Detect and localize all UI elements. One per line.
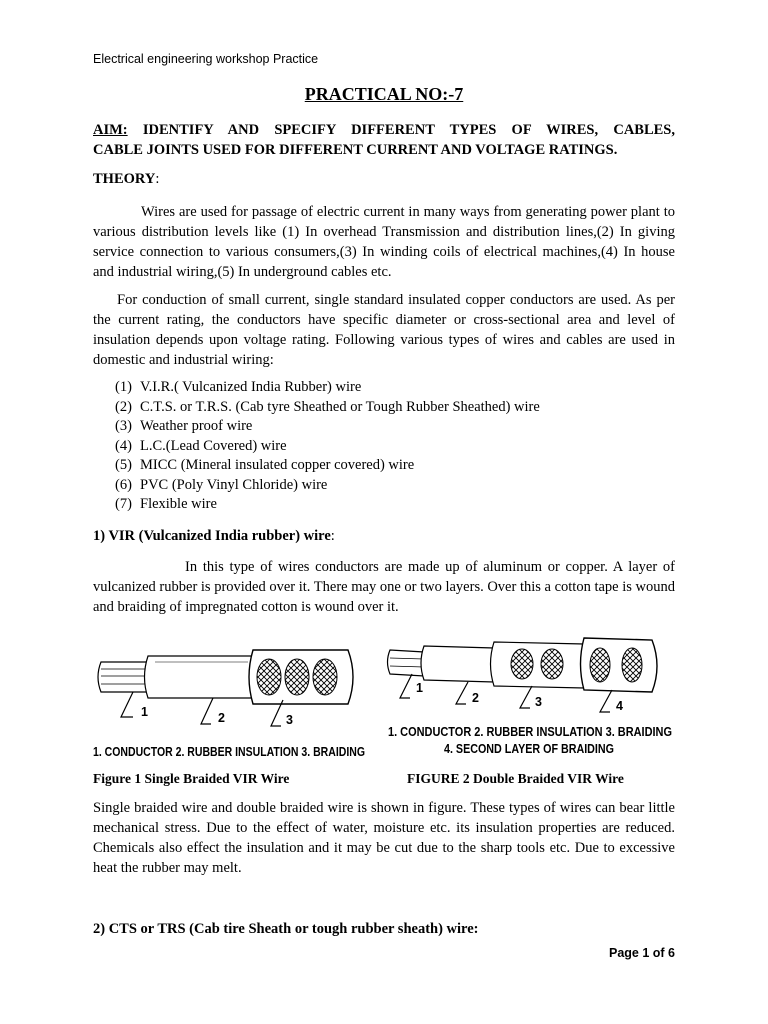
list-item: (1) V.I.R.( Vulcanized India Rubber) wire	[115, 379, 362, 395]
paragraph-1	[93, 202, 675, 282]
theory-colon: :	[155, 171, 160, 187]
paragraph-2	[93, 290, 675, 370]
fig2-label-4: 4	[616, 699, 623, 713]
first-braiding	[491, 642, 585, 688]
theory-heading	[93, 169, 675, 189]
aim-text-1: IDENTIFY AND SPECIFY DIFFERENT TYPES OF WIRES, CABLES,	[127, 122, 675, 138]
paragraph-1-text: Wires are used for passage of electric current in many ways from generating power plant to various distribution levels like (1) In overhead Transmission and distribution lines,(2) In giving service connection to various consumers,(3) In winding coils of electrical machines,(4) In house and industrial wiring,(5) In underground cables etc.	[93, 204, 675, 280]
figure-2-caption: FIGURE 2 Double Braided VIR Wire	[407, 771, 624, 786]
fig1-label-3: 3	[286, 713, 293, 727]
rubber-insulation	[421, 646, 494, 682]
page-title: PRACTICAL NO:-7	[304, 84, 464, 104]
fig2-legend-line-1: 1. CONDUCTOR 2. RUBBER INSULATION 3. BRAIDING	[388, 725, 672, 739]
fig1-label-2: 2	[218, 711, 225, 725]
fig2-label-2: 2	[472, 691, 479, 705]
wire-types-list	[115, 378, 540, 515]
aim-label: AIM:	[93, 122, 128, 138]
figure-1-single-braided-wire	[93, 632, 383, 762]
cts-heading: 2) CTS or TRS (Cab tire Sheath or tough rubber sheath) wire:	[93, 921, 479, 937]
fig2-legend-line-2: 4. SECOND LAYER OF BRAIDING	[444, 742, 614, 756]
vir-paragraph-text: In this type of wires conductors are made up of aluminum or copper. A layer of vulcanized rubber is provided over it. There may one or two layers. Over this a cotton tape is wound and braiding of impregnated cotton is wound over it.	[93, 559, 675, 615]
list-item: (6) PVC (Poly Vinyl Chloride) wire	[115, 476, 328, 493]
conductor-strands	[98, 662, 148, 692]
list-item: (4) L.C.(Lead Covered) wire	[115, 437, 287, 454]
fig1-legend: 1. CONDUCTOR 2. RUBBER INSULATION 3. BRAIDING	[93, 745, 365, 759]
aim-line-2: CABLE JOINTS USED FOR DIFFERENT CURRENT AND VOLTAGE RATINGS.	[93, 142, 618, 158]
list-item: (5) MICC (Mineral insulated copper covered) wire	[115, 457, 415, 473]
page-number: Page 1 of 6	[609, 946, 675, 960]
figure-1-caption: Figure 1 Single Braided VIR Wire	[93, 771, 290, 786]
aim-statement	[93, 120, 675, 160]
fig2-label-1: 1	[416, 681, 423, 695]
list-item: (2) C.T.S. or T.R.S. (Cab tyre Sheathed or Tough Rubber Sheathed) wire	[115, 398, 540, 415]
fig2-label-3: 3	[535, 695, 542, 709]
vir-heading: 1) VIR (Vulcanized India rubber) wire:	[93, 528, 335, 544]
vir-paragraph	[93, 557, 675, 617]
fig1-label-1: 1	[141, 705, 148, 719]
list-item: (3) Weather proof wire	[115, 418, 253, 434]
paragraph-4: Single braided wire and double braided wire is shown in figure. These types of wires can bear little mechanical stress. Due to the effect of water, moisture etc. its insulation properties are reduced. Chemicals also effect the insulation and it may be cut due to the sharp tools etc. Due to excessive heat the rubber may melt.	[93, 800, 675, 876]
conductor-strands	[388, 650, 425, 676]
theory-label: THEORY	[93, 171, 156, 187]
paragraph-2-text: For conduction of small current, single standard insulated copper conductors are used. As per the current rating, the conductors have specific diameter or cross-sectional area and level of insulation depends upon voltage rating. Following various types of wires and cables are used in domestic and industrial wiring:	[93, 292, 675, 368]
aim-line-1	[93, 120, 675, 140]
figure-2-double-braided-wire	[384, 628, 676, 758]
running-header: Electrical engineering workshop Practice	[93, 52, 319, 66]
list-item: (7) Flexible wire	[115, 496, 217, 512]
